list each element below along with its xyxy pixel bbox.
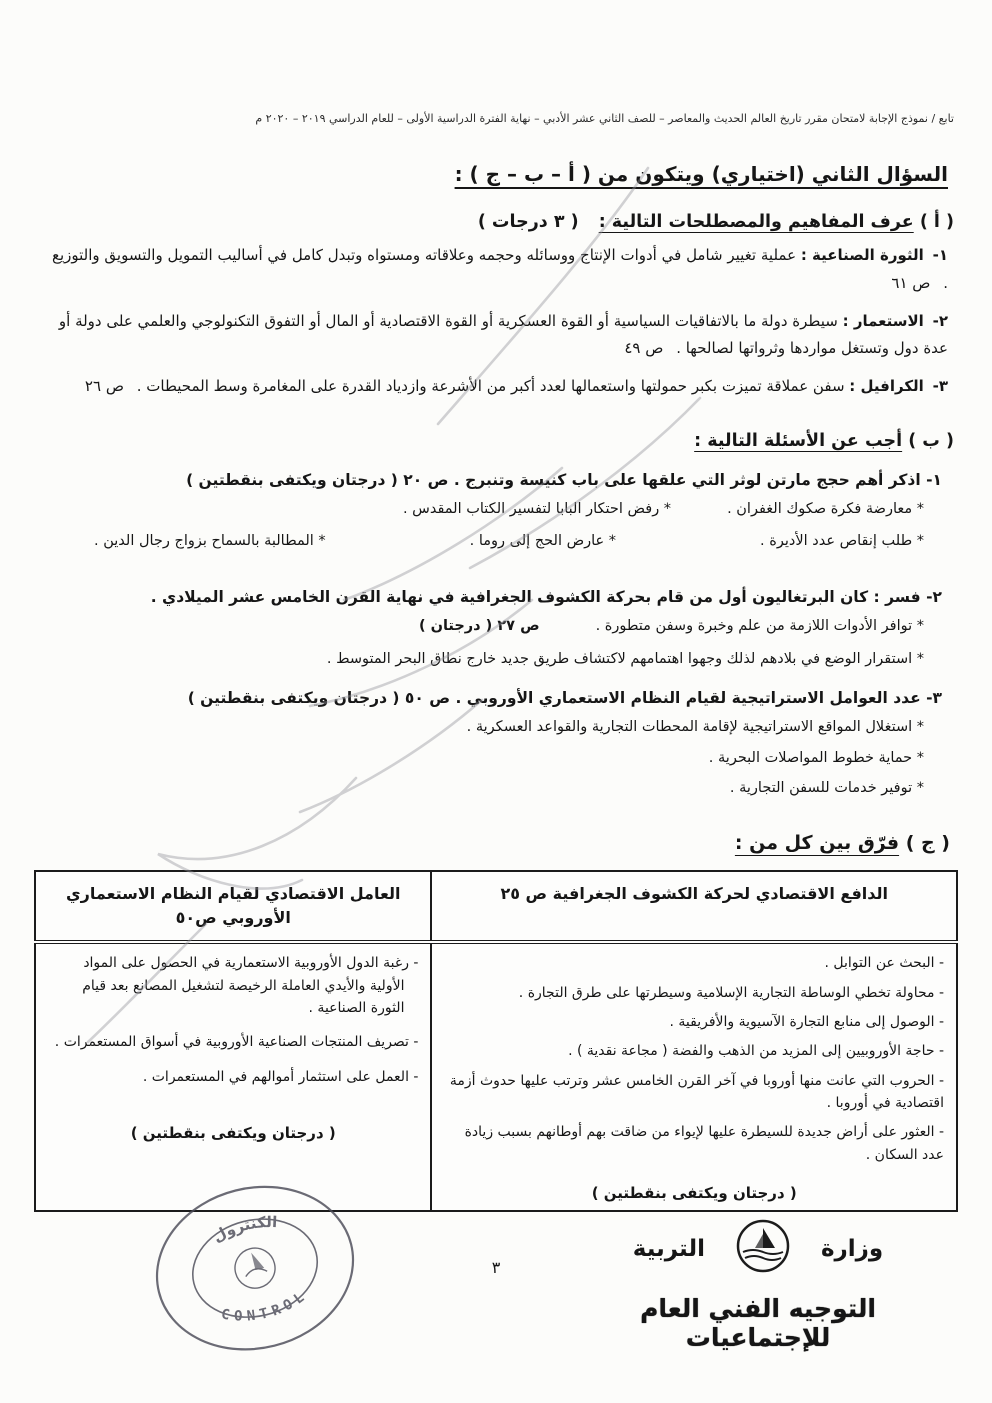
- answer-point: * المطالبة بالسماح بزواج رجال الدين .: [94, 533, 326, 550]
- answer-list: [34, 713, 924, 802]
- definition-term: الاستعمار :: [842, 311, 924, 330]
- exam-header-line: تابع / نموذج الإجابة لامتحان مقرر تاريخ العالم الحديث والمعاصر – للصف الثاني عشر الأدبي – نهاية الفترة الدراسية الأولى – للعام الدراسي ٢٠١٩ – ٢٠٢٠ م: [255, 112, 954, 125]
- definition-text: سفن عملاقة تميزت بكبر حمولتها واستعمالها لعدد أكبر من الأشرعة وازدياد القدرة على المغامرة وسط المحيطات .: [136, 377, 845, 395]
- table-header-left: العامل الاقتصادي لقيام النظام الاستعماري الأوروبي ص٥٠: [35, 871, 431, 942]
- svg-text:الكنترول: [208, 1208, 281, 1247]
- answer-row: [54, 497, 924, 522]
- definition-page-ref: ص ٢٦: [84, 377, 124, 395]
- part-b-question-3: [34, 689, 958, 802]
- answer-point: * عارض الحج إلى روما .: [469, 533, 617, 550]
- definition-term: الكرافيل :: [849, 377, 924, 395]
- answer-row: [94, 529, 924, 554]
- definition-number: ٢-: [932, 311, 948, 330]
- definition-item-2: [48, 308, 948, 364]
- part-a-heading: [34, 212, 954, 232]
- table-cell-item: - تصريف المنتجات الصناعية الأوروبية في أسواق المستعمرات .: [54, 1034, 419, 1051]
- ministry-word-2: التربية: [632, 1236, 705, 1262]
- table-header-right: الدافع الاقتصادي لحركة الكشوف الجغرافية ص ٢٥: [431, 871, 957, 942]
- table-cell-item: - الوصول إلى منابع التجارة الآسيوية والأفريقية .: [669, 1013, 944, 1030]
- table-cell-item: - حاجة الأوروبيين إلى المزيد من الذهب والفضة ( مجاعة نقدية ) .: [568, 1043, 944, 1060]
- answer-row: [54, 614, 924, 639]
- answer-point: * استقرار الوضع في بلادهم لذلك وجهوا اهتمامهم لاكتشاف طريق جديد خارج نطاق البحر المتوسط .: [326, 650, 924, 667]
- question-title: ٣- عدد العوامل الاستراتيجية لقيام النظام الاستعماري الأوروبي . ص ٥٠ ( درجتان ويكتفى بنقطتين ): [187, 689, 942, 708]
- part-b-heading: [34, 431, 954, 451]
- answer-point: * طلب إنقاص عدد الأديرة .: [760, 533, 924, 550]
- part-a-prefix: ( أ ): [919, 212, 954, 232]
- ministry-block: [586, 1218, 930, 1352]
- answer-row: [54, 647, 924, 672]
- stamp-control-text: CONTROL: [220, 1286, 312, 1325]
- answer-point: * رفض احتكار البابا لتفسير الكتاب المقدس .: [402, 500, 672, 517]
- part-c-heading-text: فرّق بين كل من :: [734, 832, 900, 855]
- table-cell-item: - رغبة الدول الأوروبية الاستعمارية في الحصول على المواد الأولية والأيدي العاملة الرخيصة لتشغيل المصانع بعد قيام الثورة الصناعية .: [82, 955, 419, 1016]
- part-b-question-2: [34, 588, 958, 671]
- definition-term: الثورة الصناعية :: [800, 246, 924, 264]
- page-number: ٣: [491, 1258, 501, 1277]
- part-c-prefix: ( ج ): [905, 832, 950, 855]
- answer-point: * توفير خدمات للسفن التجارية .: [729, 779, 924, 796]
- question2-title: السؤال الثاني (اختياري) ويتكون من ( أ – ب – ج ) :: [454, 162, 948, 186]
- part-a-heading-text: عرف المفاهيم والمصطلحات التالية :: [598, 212, 914, 232]
- definition-number: ٣-: [932, 377, 948, 395]
- part-b-question-1: [34, 471, 958, 554]
- svg-text:CONTROL: [216, 1285, 313, 1332]
- comparison-table: [34, 870, 958, 1212]
- definition-item-1: [48, 242, 948, 298]
- answer-point: * توافر الأدوات اللازمة من علم وخبرة وسفن متطورة .: [595, 618, 924, 635]
- definition-page-ref: ص ٦١: [891, 273, 931, 292]
- question-marks: ص ٢٧ ( درجتان ): [418, 618, 540, 635]
- ministry-word-1: وزارة: [820, 1236, 884, 1262]
- table-cell-item: - العثور على أراض جديدة للسيطرة عليها لإيواء من ضاقت بهم أوطانهم بسبب زيادة عدد السكان .: [464, 1124, 944, 1163]
- table-cell-item: - البحث عن التوابل .: [824, 955, 944, 972]
- ministry-emblem-icon: [735, 1218, 791, 1280]
- part-b-heading-text: أجب عن الأسئلة التالية :: [694, 430, 903, 451]
- table-cell-item: - العمل على استثمار أموالهم في المستعمرات .: [142, 1068, 419, 1085]
- table-cell-item: - محاولة تخطي الوساطة التجارية الإسلامية وسيطرتها على طرق التجارة .: [518, 984, 944, 1001]
- table-body-row: [35, 942, 957, 1211]
- department-title: التوجيه الفني العام للإجتماعيات: [640, 1294, 876, 1352]
- table-cell-item: - الحروب التي عانت منها أوروبا في آخر القرن الخامس عشر وترتب عليها حدوث أزمة اقتصادية في أوروبا .: [449, 1072, 944, 1112]
- definition-page-ref: ص ٤٩: [624, 339, 664, 358]
- table-cell-marks: ( درجتان ويكتفى بنقطتين ): [591, 1184, 797, 1203]
- ministry-name: [586, 1218, 930, 1280]
- answer-point: * معارضة فكرة صكوك الغفران .: [727, 500, 924, 517]
- table-cell-marks: ( درجتان ويكتفى بنقطتين ): [130, 1124, 336, 1143]
- table-cell-left: [35, 942, 431, 1211]
- definition-item-3: [48, 373, 948, 401]
- definition-text: سيطرة دولة ما بالاتفاقيات السياسية أو القوة العسكرية أو القوة الاقتصادية أو المال أو التفوق التكنولوجي والعلمي على دولة أو عدة دول وتستغل مواردها وثرواتها لصالحها .: [58, 311, 948, 358]
- table-cell-right: [431, 942, 957, 1211]
- answer-point: * استغلال المواقع الاستراتيجية لإقامة المحطات التجارية والقواعد العسكرية .: [466, 719, 924, 736]
- part-c-heading: [34, 832, 950, 854]
- definition-number: ١-: [932, 246, 948, 264]
- definition-text: عملية تغيير شامل في أدوات الإنتاج ووسائله وحجمه وعلاقاته ومستواه وتبدل كامل في أساليب التمويل والتسويق والتوزيع .: [51, 246, 948, 292]
- part-b-prefix: ( ب ): [908, 430, 954, 451]
- stamp-arabic-text: الكنترول: [209, 1213, 278, 1246]
- part-a-marks: ( ٣ درجات ): [477, 212, 579, 232]
- question-title: ١- اذكر أهم حجج مارتن لوثر التي علقها على باب كنيسة وتنبرج . ص ٢٠ ( درجتان ويكتفى بنقطتين ): [186, 470, 942, 489]
- answer-point: * حماية خطوط المواصلات البحرية .: [708, 749, 924, 766]
- table-header-row: [35, 871, 957, 942]
- question-title: ٢- فسر : كان البرتغاليون أول من قام بحركة الكشوف الجغرافية في نهاية القرن الخامس عشر الميلادي .: [150, 588, 942, 607]
